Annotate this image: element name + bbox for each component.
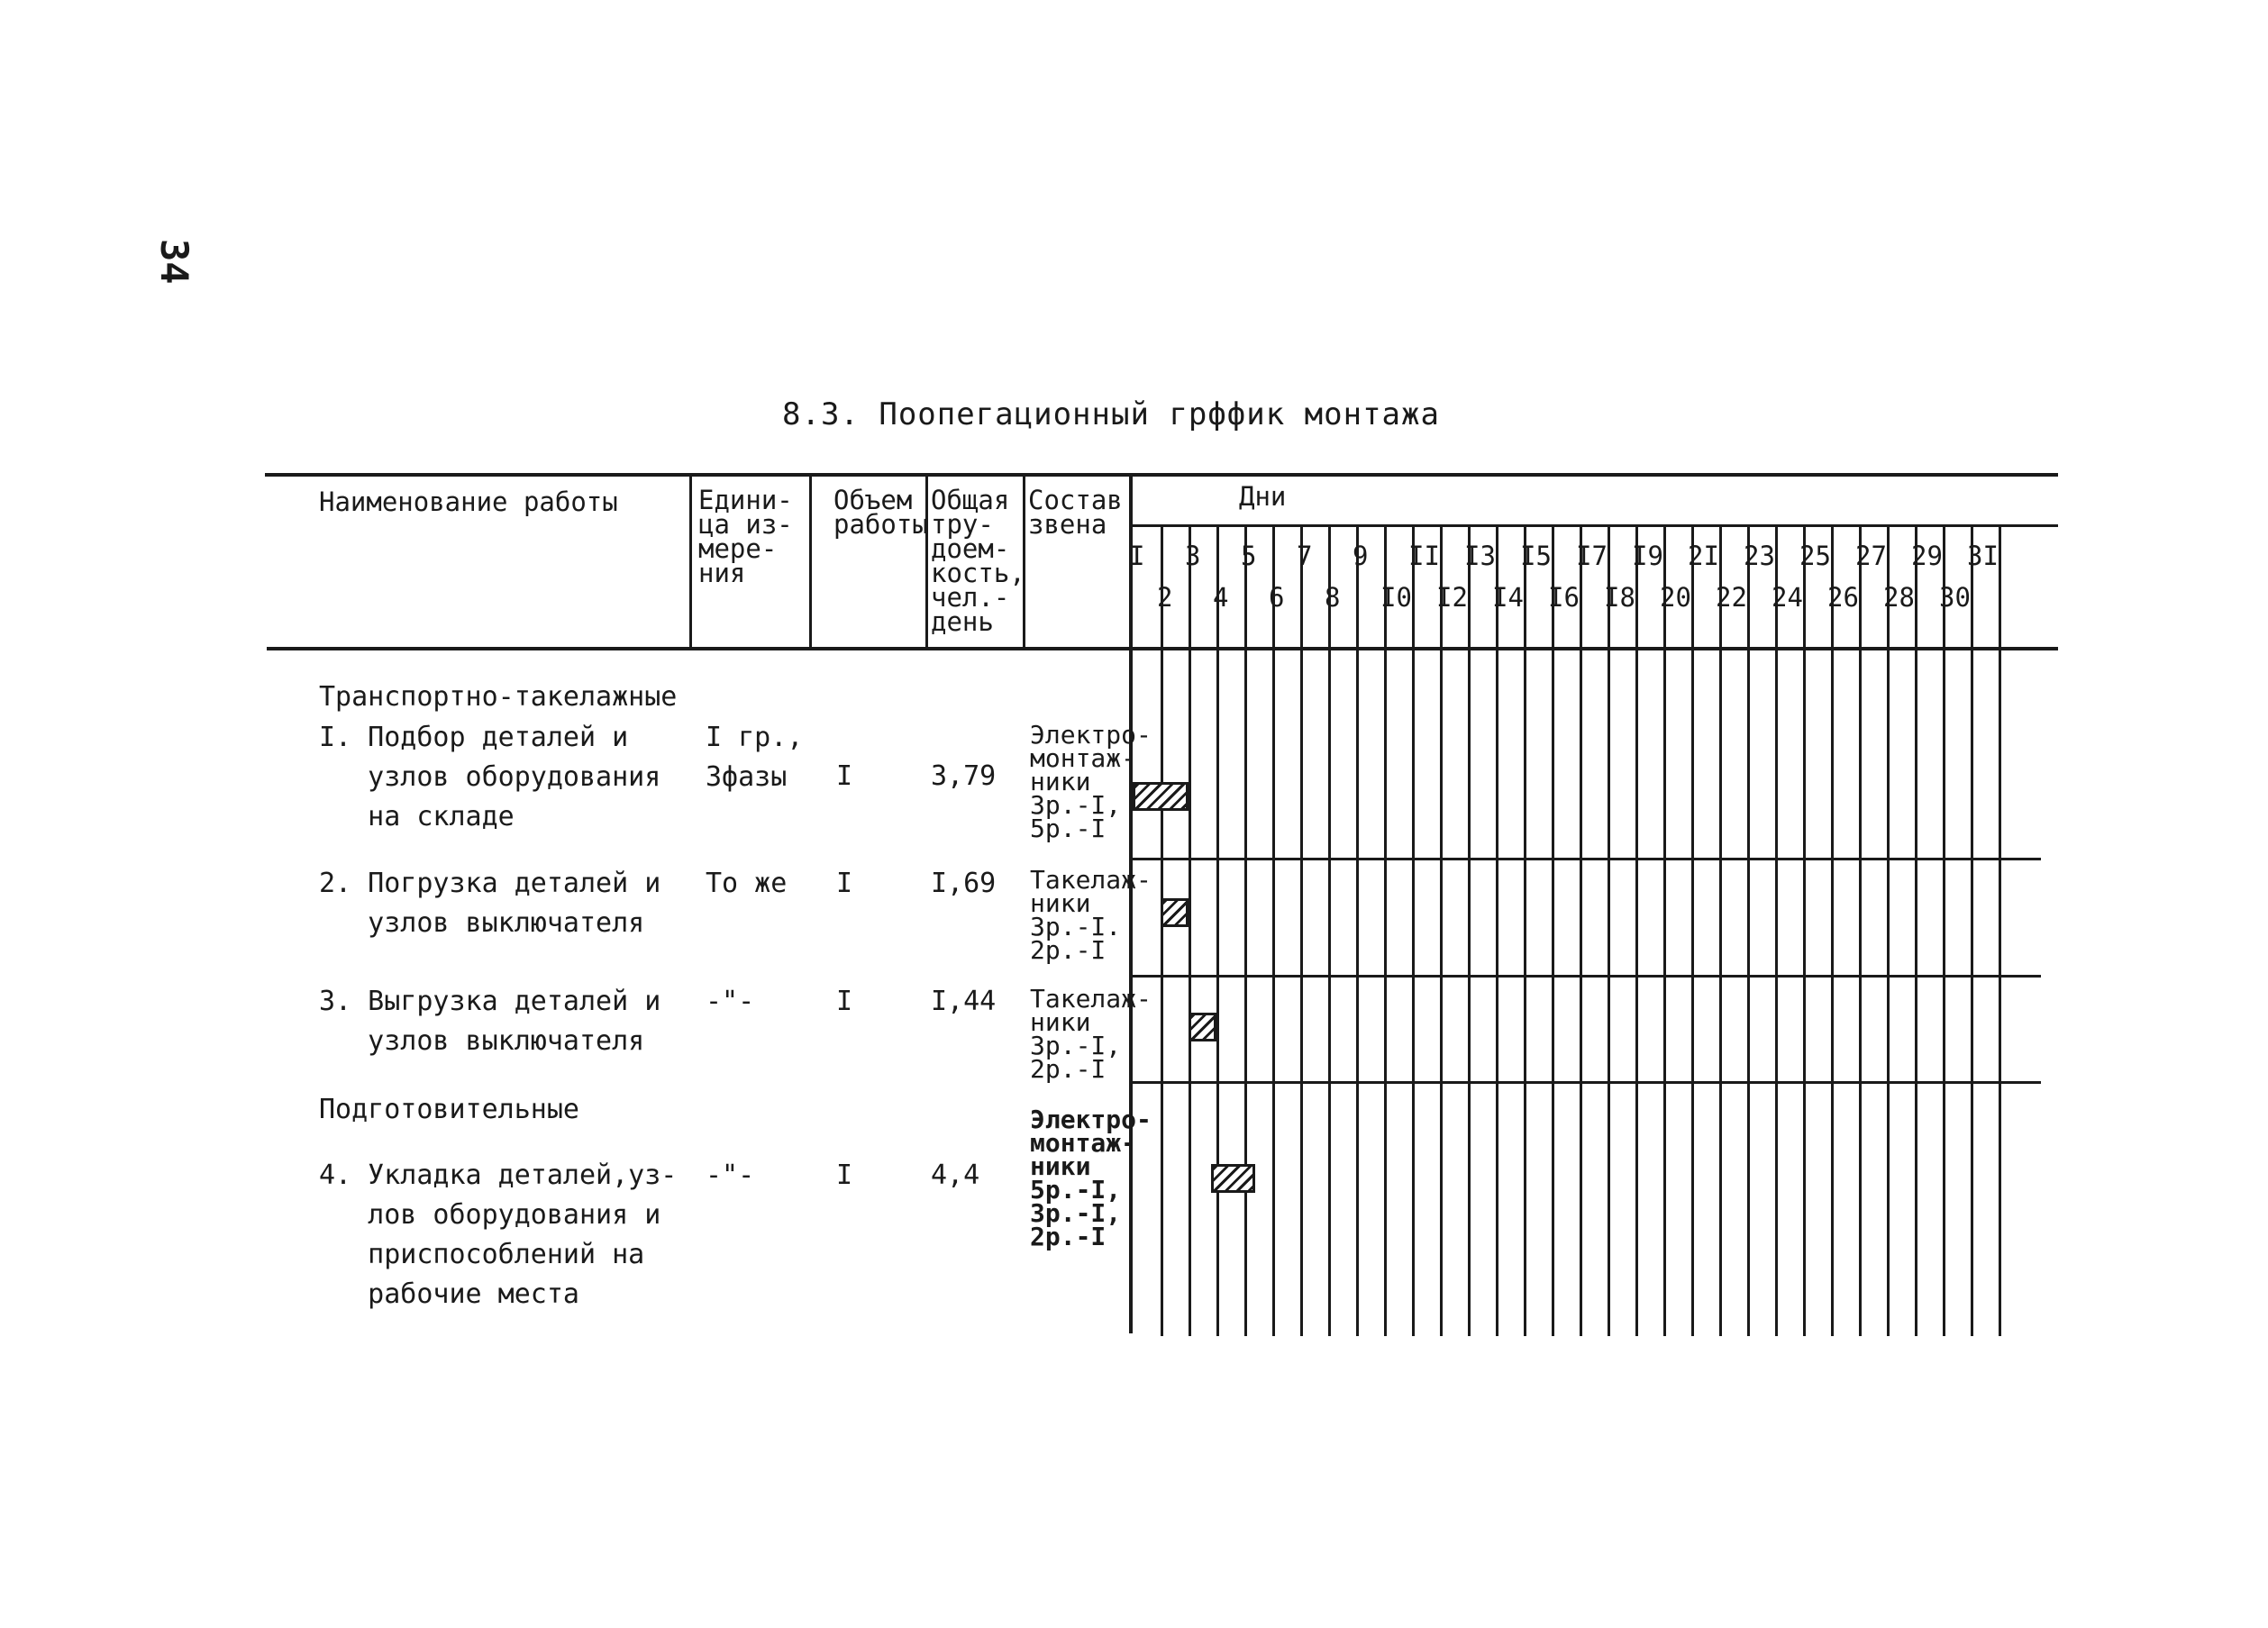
day-number-top: 29 [1911, 541, 1943, 571]
row-2-unit: То же [706, 868, 788, 899]
day-number-top: 25 [1799, 541, 1831, 571]
row-2-labor: I,69 [931, 868, 997, 899]
day-number-top: 7 [1297, 541, 1313, 571]
day-number-bottom: I4 [1492, 582, 1524, 613]
gantt-bar [1161, 898, 1189, 927]
row-3-labor: I,44 [931, 986, 997, 1017]
day-number-top: 23 [1744, 541, 1775, 571]
row-divider-2 [1133, 975, 2041, 978]
col-divider-volume [809, 473, 812, 650]
day-number-top: I7 [1576, 541, 1608, 571]
day-number-bottom: 26 [1827, 582, 1859, 613]
row-2-volume: I [836, 868, 853, 899]
day-grid-line [1747, 525, 1750, 1336]
day-number-bottom: 8 [1325, 582, 1341, 613]
row-1-name: I. Подбор деталей и узлов оборудования на складе [319, 722, 661, 832]
day-number-bottom: 24 [1772, 582, 1803, 613]
header-days: Дни [1239, 481, 1287, 512]
day-grid-line [1803, 525, 1806, 1336]
day-number-bottom: 2 [1157, 582, 1173, 613]
row-2-name: 2. Погрузка деталей и узлов выключателя [319, 868, 661, 939]
day-grid-line [1468, 525, 1471, 1336]
gantt-bar [1133, 782, 1189, 811]
day-grid-line [1244, 525, 1247, 1336]
page-title: 8.3. Поопегационный грффик монтажа [782, 396, 1440, 432]
row-3-name: 3. Выгрузка деталей и узлов выключателя [319, 986, 661, 1057]
day-number-top: 27 [1855, 541, 1887, 571]
day-number-bottom: 6 [1269, 582, 1285, 613]
day-number-top: 3I [1967, 541, 1999, 571]
day-grid-line [1412, 525, 1415, 1336]
header-unit: Едини- ца из- мере- ния [698, 485, 793, 588]
day-number-top: 2I [1688, 541, 1719, 571]
day-grid-line [1384, 525, 1387, 1336]
day-grid-line [1971, 525, 1973, 1336]
day-grid-line [1719, 525, 1722, 1336]
row-3-unit: -"- [706, 986, 755, 1017]
section-transport: Транспортно-такелажные [319, 681, 678, 713]
page-number: 34 [152, 239, 196, 285]
day-number-top: 9 [1353, 541, 1369, 571]
day-number-bottom: I8 [1604, 582, 1635, 613]
row-4-crew: Электро- монтаж- ники 5р.-I, 3р.-I, 2р.-I [1030, 1105, 1152, 1251]
day-number-bottom: I6 [1548, 582, 1580, 613]
row-2-crew: Такелаж- ники 3р.-I. 2р.-I [1030, 865, 1152, 965]
day-grid-line [1328, 525, 1331, 1336]
day-grid-line [1524, 525, 1526, 1336]
day-grid-line [1831, 525, 1834, 1336]
day-number-bottom: 20 [1660, 582, 1691, 613]
day-grid-line [1608, 525, 1610, 1336]
row-4-unit: -"- [706, 1160, 755, 1191]
day-grid-line [1300, 525, 1303, 1336]
row-1-volume: I [836, 760, 853, 792]
day-grid-line [1552, 525, 1554, 1336]
day-number-top: I9 [1632, 541, 1663, 571]
day-grid-line [1356, 525, 1359, 1336]
day-grid-line [1915, 525, 1917, 1336]
day-number-bottom: 30 [1939, 582, 1971, 613]
day-grid-line [1189, 525, 1191, 1336]
day-number-top: I [1129, 541, 1145, 571]
day-grid-line [1943, 525, 1945, 1336]
row-3-volume: I [836, 986, 853, 1017]
gantt-bar [1211, 1164, 1256, 1193]
day-number-bottom: 28 [1883, 582, 1915, 613]
gantt-bar [1189, 1013, 1216, 1041]
row-4-name: 4. Укладка деталей,уз- лов оборудования и приспособлений на рабочие места [319, 1160, 678, 1310]
day-grid-line [1580, 525, 1582, 1336]
day-grid-line [1161, 525, 1163, 1336]
row-divider-3 [1133, 1081, 2041, 1084]
day-number-bottom: I0 [1380, 582, 1412, 613]
table-top-rule [265, 473, 2058, 477]
day-grid-line [1999, 525, 2001, 1336]
row-1-crew: Электро- монтаж- ники 3р.-I, 5р.-I [1030, 720, 1152, 843]
row-4-volume: I [836, 1160, 853, 1191]
day-grid-line [1496, 525, 1498, 1336]
row-1-labor: 3,79 [931, 760, 997, 792]
row-4-labor: 4,4 [931, 1160, 980, 1191]
header-crew: Состав звена [1028, 485, 1123, 540]
day-number-top: 3 [1185, 541, 1201, 571]
day-grid-line [1216, 525, 1219, 1336]
header-labor: Общая тру- доем- кость, чел.- день [931, 485, 1025, 637]
day-number-bottom: I2 [1436, 582, 1468, 613]
day-grid-line [1663, 525, 1666, 1336]
header-volume: Объем работы [833, 485, 928, 540]
day-number-top: I5 [1520, 541, 1552, 571]
day-grid-line [1272, 525, 1275, 1336]
day-number-bottom: 22 [1716, 582, 1747, 613]
day-grid-line [1440, 525, 1443, 1336]
day-grid-line [1887, 525, 1890, 1336]
day-grid-line [1859, 525, 1862, 1336]
row-1-unit: I гр., Зфазы [706, 722, 804, 793]
day-grid-line [1691, 525, 1694, 1336]
day-number-top: I3 [1464, 541, 1496, 571]
row-3-crew: Такелаж- ники 3р.-I, 2р.-I [1030, 984, 1152, 1084]
day-number-bottom: 4 [1213, 582, 1229, 613]
section-prep: Подготовительные [319, 1094, 579, 1125]
col-divider-unit [689, 473, 692, 650]
day-grid-line [1775, 525, 1778, 1336]
day-grid-line [1635, 525, 1638, 1336]
day-number-top: II [1408, 541, 1440, 571]
row-divider-1 [1133, 858, 2041, 860]
header-name: Наименование работы [319, 487, 618, 517]
day-number-top: 5 [1241, 541, 1257, 571]
